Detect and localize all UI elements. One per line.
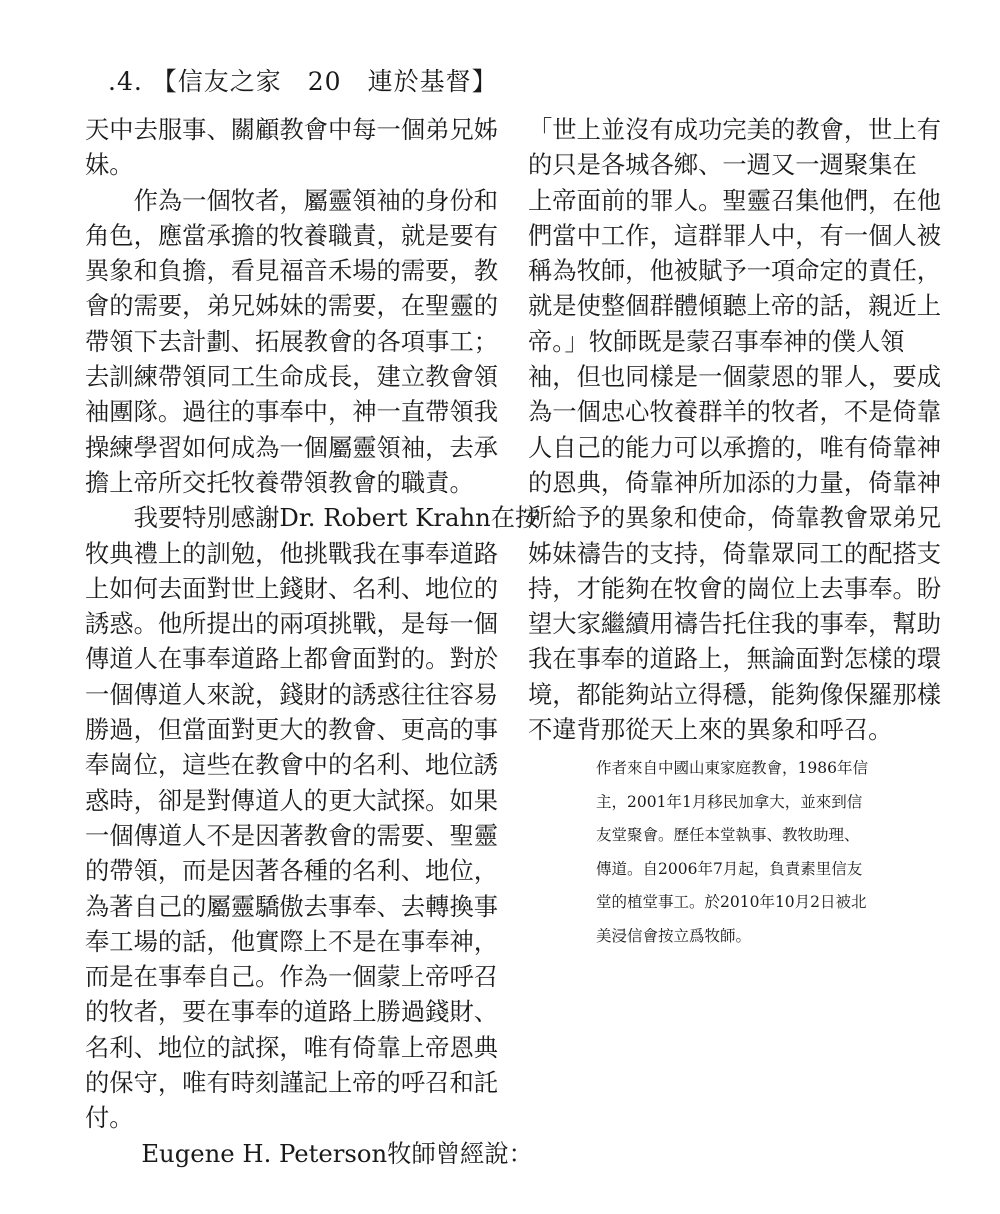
text-line: 的恩典，倚靠神所加添的力量，倚靠神: [528, 467, 942, 497]
text-line: 姊妹禱告的支持，倚靠眾同工的配搭支: [528, 538, 942, 568]
text-line: 我在事奉的道路上，無論面對怎樣的環: [528, 644, 942, 674]
text-line: 奉工場的話，他實際上不是在事奉神，: [85, 926, 499, 956]
text-line: 帝。」牧師既是蒙召事奉神的僕人領: [528, 326, 905, 356]
note-line: 堂的植堂事工。於2010年10月2日被北: [596, 893, 867, 911]
text-line: 勝過，但當面對更大的教會、更高的事: [85, 715, 499, 745]
text-line: 天中去服事、關顧教會中每一個弟兄姊: [85, 115, 499, 144]
text-line: 人自己的能力可以承擔的，唯有倚靠神: [528, 432, 942, 462]
text-line: 我要特別感謝Dr. Robert Krahn在按: [85, 503, 540, 533]
text-line: 稱為牧師，他被賦予一項命定的責任，: [528, 256, 942, 286]
text-line: 上如何去面對世上錢財、名利、地位的: [85, 573, 499, 603]
text-line: 付。: [85, 1103, 134, 1133]
text-line: 名利、地位的試探，唯有倚靠上帝恩典: [85, 1032, 499, 1062]
text-line: 去訓練帶領同工生命成長，建立教會領: [85, 362, 499, 392]
author-note: [596, 752, 926, 953]
text-line: 一個傳道人不是因著教會的需要、聖靈: [85, 820, 499, 850]
text-line: 誘惑。他所提出的兩項挑戰，是每一個: [85, 609, 499, 639]
text-line: 的帶領，而是因著各種的名利、地位，: [85, 856, 499, 886]
text-line: 上帝面前的罪人。聖靈召集他們，在他: [528, 185, 942, 215]
page-header: [108, 62, 498, 98]
text-line: 傳道人在事奉道路上都會面對的。對於: [85, 644, 499, 674]
note-line: 主，2001年1月移民加拿大，並來到信: [596, 792, 863, 811]
text-line: 們當中工作，這群罪人中，有一個人被: [528, 220, 942, 250]
text-line: 不違背那從天上來的異象和呼召。: [528, 715, 893, 745]
text-line: 而是在事奉自己。作為一個蒙上帝呼召: [85, 962, 499, 992]
text-line: 為著自己的屬靈驕傲去事奉、去轉換事: [85, 891, 499, 921]
text-line: 異象和負擔，看見福音禾場的需要，教: [85, 256, 499, 286]
note-line: 作者來自中國山東家庭教會，1986年信: [596, 759, 868, 777]
text-line: 「世上並沒有成功完美的教會，世上有: [528, 115, 942, 144]
note-line: 傳道。自2006年7月起，負責素里信友: [596, 859, 863, 878]
text-line: 奉崗位，這些在教會中的名利、地位誘: [85, 750, 499, 780]
page-number: .4.: [108, 67, 143, 96]
text-line: 境，都能夠站立得穩，能夠像保羅那樣: [528, 679, 942, 709]
text-line: 的只是各城各鄉、一週又一週聚集在: [528, 150, 917, 180]
text-line: 會的需要，弟兄姊妹的需要，在聖靈的: [85, 291, 499, 321]
note-line: 美浸信會按立爲牧師。: [596, 926, 752, 945]
text-line: 牧典禮上的訓勉，他挑戰我在事奉道路: [85, 538, 499, 568]
text-line: 持，才能夠在牧會的崗位上去事奉。盼: [528, 573, 942, 603]
newsletter-title: 【信友之家 20 連於基督】: [151, 67, 498, 96]
text-line: 妹。: [85, 150, 134, 180]
note-line: 友堂聚會。歷任本堂執事、教牧助理、: [596, 826, 860, 844]
text-line: 擔上帝所交托牧養帶領教會的職責。: [85, 467, 474, 497]
text-line: 為一個忠心牧養群羊的牧者，不是倚靠: [528, 397, 942, 427]
left-column: [85, 112, 540, 1171]
text-line: 袖，但也同樣是一個蒙恩的罪人，要成: [528, 362, 942, 392]
text-line: 的牧者，要在事奉的道路上勝過錢財、: [85, 997, 499, 1027]
text-line: 角色，應當承擔的牧養職責，就是要有: [85, 220, 499, 250]
text-line: 帶領下去計劃、拓展教會的各項事工；: [85, 326, 499, 356]
text-line: 望大家繼續用禱告托住我的事奉，幫助: [528, 609, 942, 639]
text-line: 袖團隊。過往的事奉中，神一直帶領我: [85, 397, 499, 427]
text-line: Eugene H. Peterson牧師曾經說：: [85, 1138, 533, 1168]
text-line: 作為一個牧者，屬靈領袖的身份和: [85, 185, 499, 215]
text-line: 的保守，唯有時刻謹記上帝的呼召和託: [85, 1068, 499, 1098]
right-column: [528, 112, 942, 747]
text-line: 惑時，卻是對傳道人的更大試探。如果: [85, 785, 499, 815]
text-line: 操練學習如何成為一個屬靈領袖，去承: [85, 432, 499, 462]
text-line: 就是使整個群體傾聽上帝的話，親近上: [528, 291, 942, 321]
text-line: 所給予的異象和使命，倚靠教會眾弟兄: [528, 503, 942, 533]
text-line: 一個傳道人來說，錢財的誘惑往往容易: [85, 679, 499, 709]
